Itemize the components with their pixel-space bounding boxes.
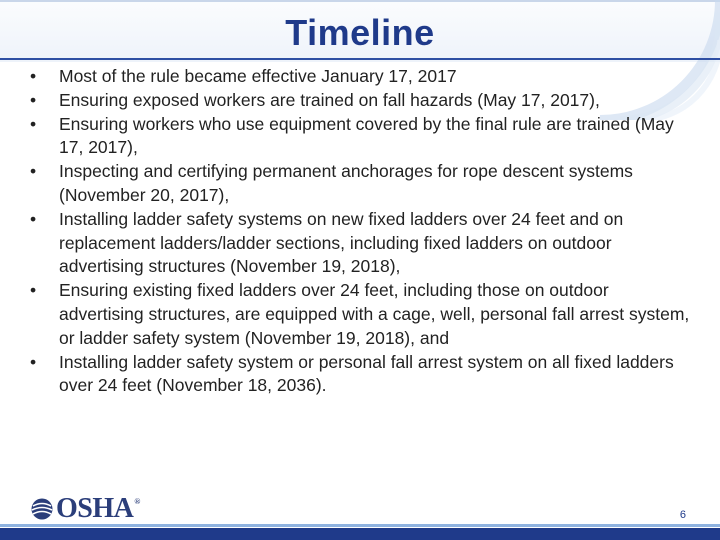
registered-mark: ® [134, 496, 140, 506]
slide-title: Timeline [285, 12, 435, 53]
bullet-dot-icon: • [30, 113, 37, 134]
bullet-text: Installing ladder safety systems on new fixed ladders over 24 feet and on replacement ladders/ladder sections, including fixed ladders on outdoor advertising structures (November 19, 2018), [59, 208, 624, 277]
osha-logo [30, 494, 140, 524]
globe-icon [30, 497, 54, 521]
footer-stripe [0, 524, 720, 527]
bullet-item [30, 89, 690, 113]
bullet-dot-icon: • [30, 208, 37, 229]
bullet-text: Ensuring exposed workers are trained on fall hazards (May 17, 2017), [59, 89, 600, 110]
bullet-item [30, 65, 690, 89]
logo-text: OSHA [56, 493, 134, 524]
bullet-dot-icon: • [30, 161, 37, 182]
bullet-item [30, 351, 690, 399]
page-number: 6 [679, 509, 686, 521]
bullet-text: Ensuring workers who use equipment covered by the final rule are trained (May 17, 2017), [59, 113, 674, 158]
bullet-item [30, 279, 690, 350]
bullet-dot-icon: • [30, 89, 37, 110]
bullet-text: Installing ladder safety system or personal fall arrest system on all fixed ladders over 24 feet (November 18, 2036). [59, 351, 674, 396]
bullet-dot-icon: • [30, 351, 37, 372]
bullet-list [30, 65, 690, 398]
title-divider [0, 58, 720, 60]
bullet-item [30, 160, 690, 208]
footer-bar [0, 528, 720, 540]
bullet-text: Most of the rule became effective January 17, 2017 [59, 66, 457, 86]
bullet-item [30, 113, 690, 161]
bullet-item [30, 208, 690, 279]
bullet-text: Inspecting and certifying permanent anchorages for rope descent systems (November 20, 2017), [59, 161, 633, 205]
bullet-text: Ensuring existing fixed ladders over 24 feet, including those on outdoor advertising structures, are equipped with a cage, well, personal fall arrest system, or ladder safety system (November 19, 2018), and [59, 280, 690, 348]
bullet-dot-icon: • [30, 280, 37, 301]
bullet-dot-icon: • [30, 66, 37, 86]
